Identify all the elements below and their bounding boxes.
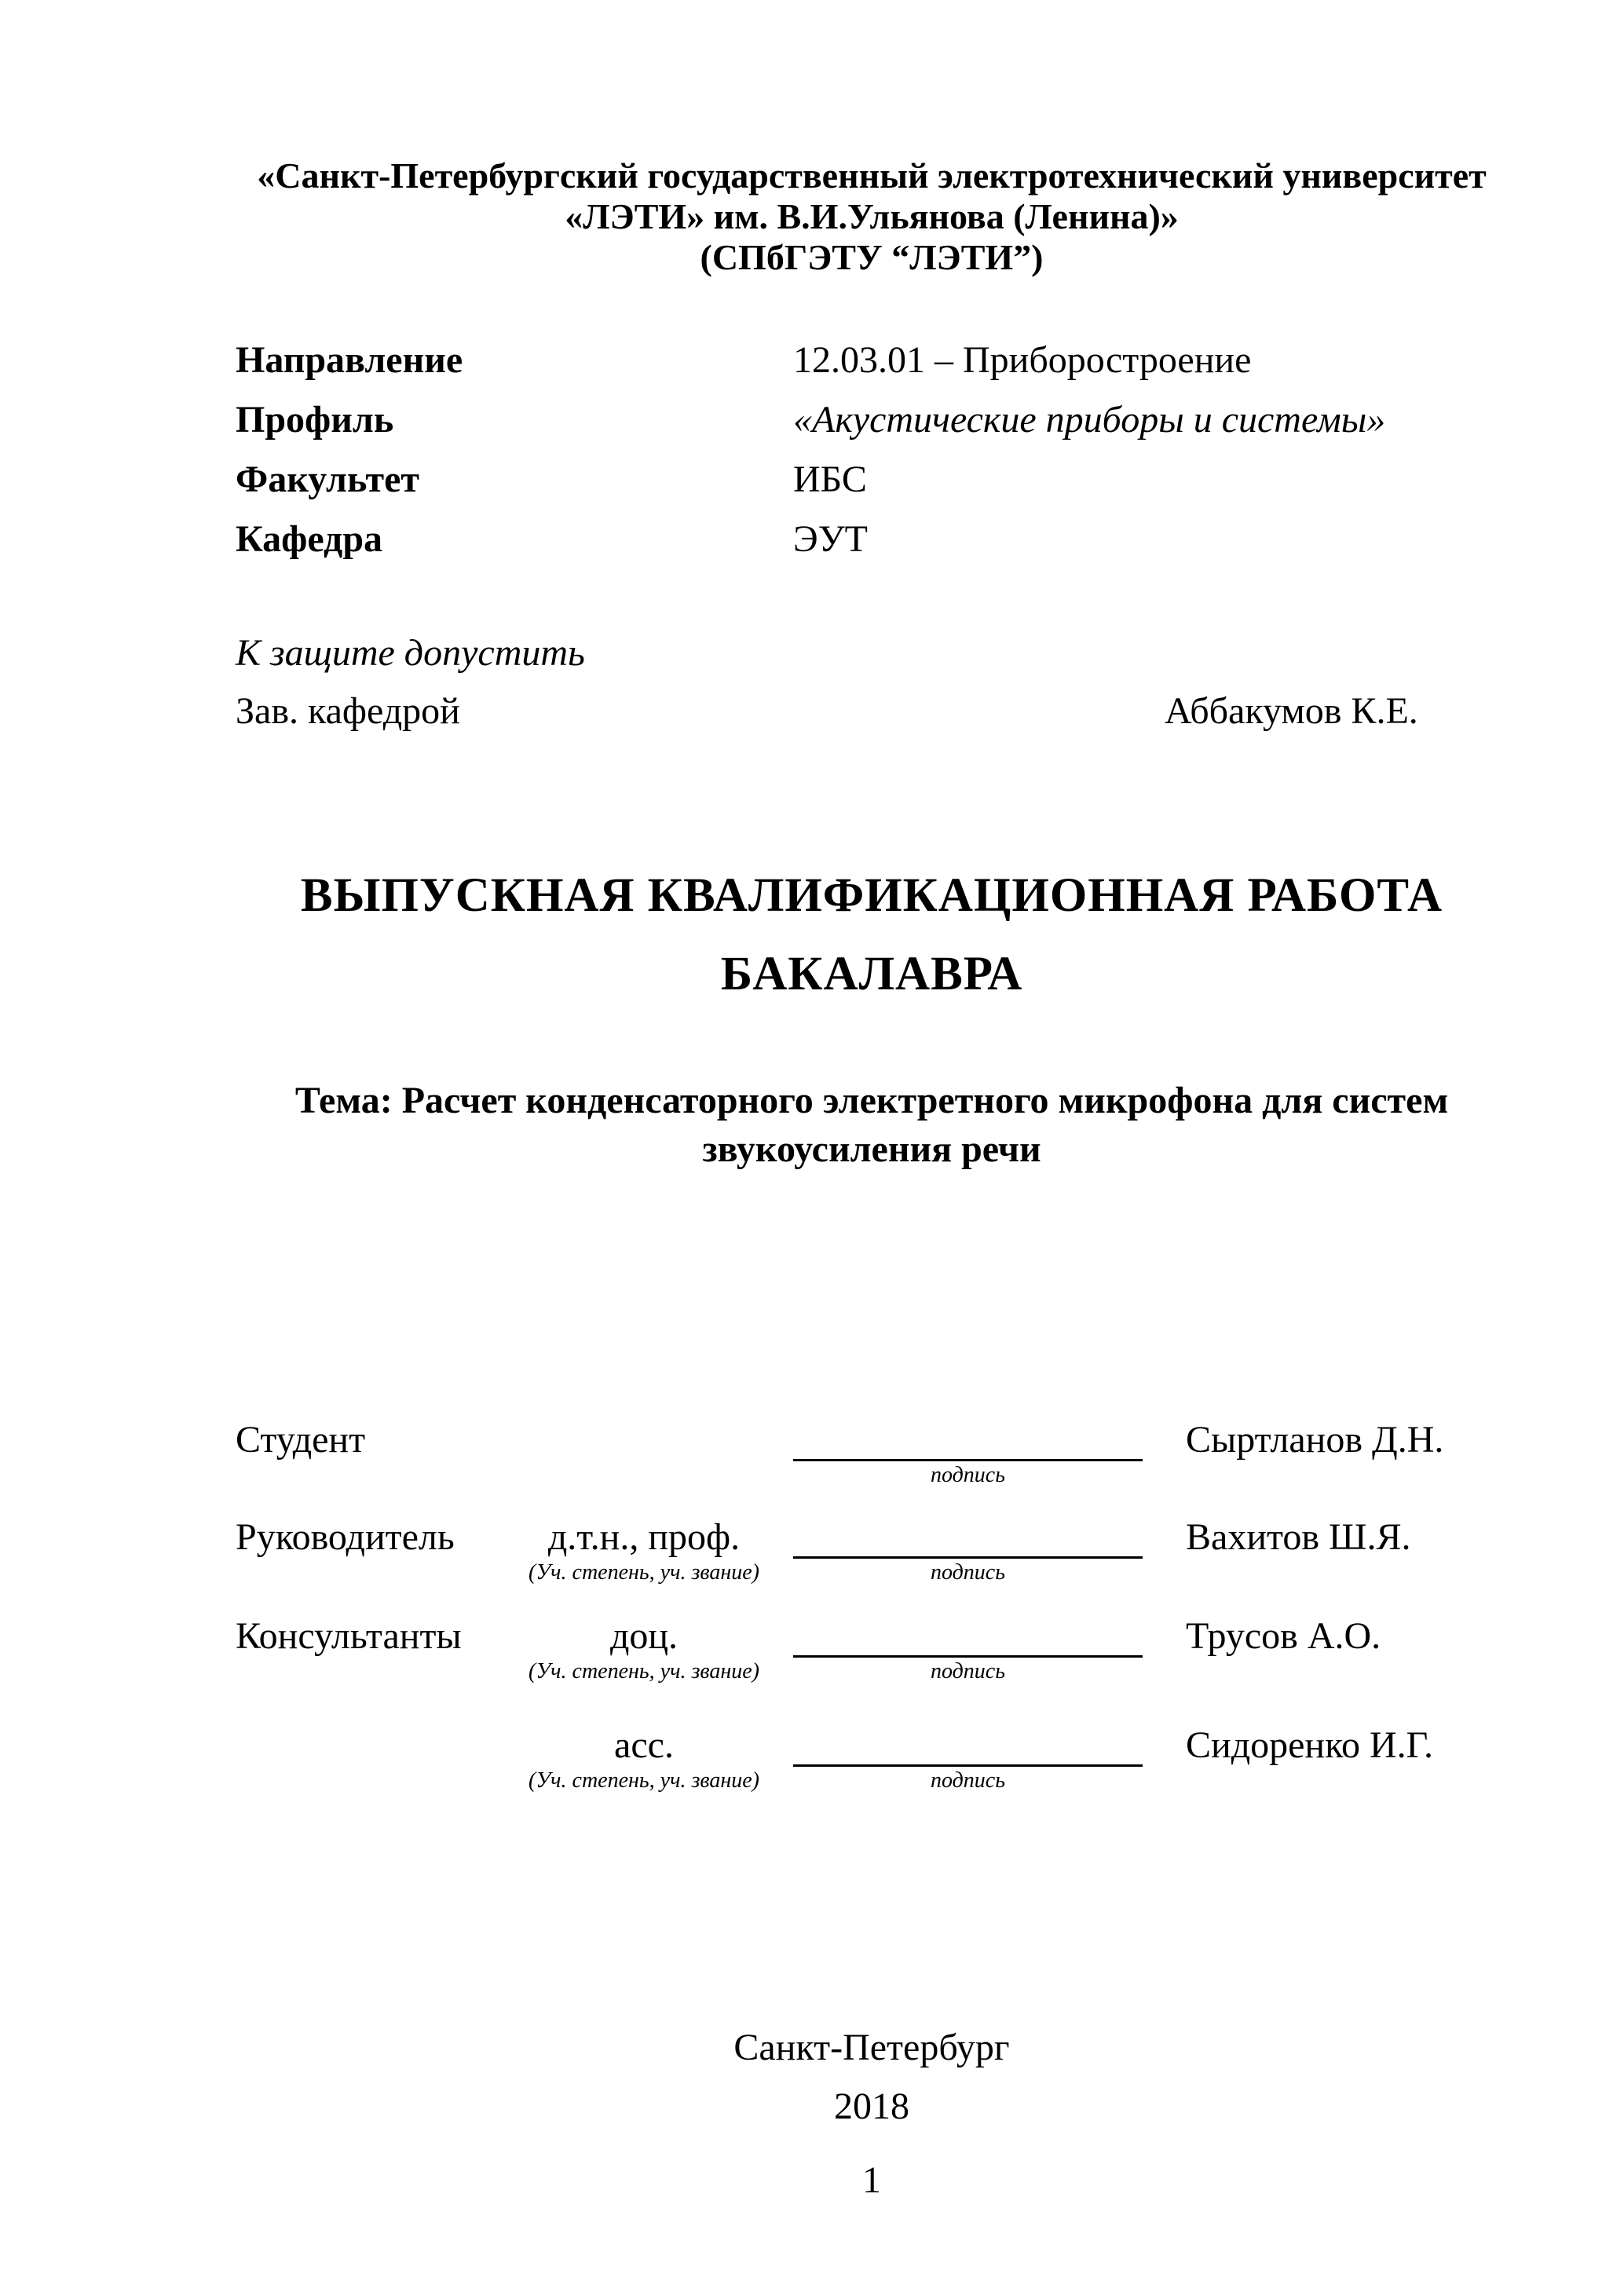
header-line-2: «ЛЭТИ» им. В.И.Ульянова (Ленина)» bbox=[565, 196, 1179, 236]
faculty-label: Факультет bbox=[236, 459, 419, 500]
degree-caption: (Уч. степень, уч. звание) bbox=[529, 1768, 759, 1793]
profile-value: «Акустические приборы и системы» bbox=[793, 399, 1386, 441]
info-row-direction bbox=[0, 339, 1624, 381]
signature-row-supervisor bbox=[0, 1516, 1624, 1597]
department-value: ЭУТ bbox=[793, 518, 868, 560]
footer-year: 2018 bbox=[834, 2086, 909, 2127]
head-of-department-label: Зав. кафедрой bbox=[236, 690, 460, 732]
topic-line-1: Тема: Расчет конденсаторного электретного микрофона для систем bbox=[294, 1080, 1449, 1121]
degree-caption: (Уч. степень, уч. звание) bbox=[529, 1560, 759, 1585]
head-of-department-name: Аббакумов К.Е. bbox=[1165, 690, 1418, 732]
signature-line bbox=[793, 1459, 1143, 1461]
signature-line bbox=[793, 1556, 1143, 1559]
signature-row-student bbox=[0, 1421, 1624, 1500]
work-title bbox=[236, 857, 1508, 1014]
work-title-line-1: ВЫПУСКНАЯ КВАЛИФИКАЦИОННАЯ РАБОТА bbox=[300, 869, 1443, 922]
direction-value: 12.03.01 – Приборостроение bbox=[793, 339, 1252, 381]
signature-caption: подпись bbox=[931, 1560, 1005, 1585]
degree-caption: (Уч. степень, уч. звание) bbox=[529, 1659, 759, 1684]
info-row-profile bbox=[0, 401, 1624, 441]
consultant-2-name: Сидоренко И.Г. bbox=[1186, 1724, 1433, 1766]
department-label: Кафедра bbox=[236, 518, 383, 560]
signature-caption: подпись bbox=[931, 1768, 1005, 1793]
info-row-department bbox=[0, 518, 1624, 560]
admission-note: К защите допустить bbox=[236, 632, 585, 674]
supervisor-role-label: Руководитель bbox=[236, 1516, 455, 1558]
signature-row-consultant-2 bbox=[0, 1724, 1624, 1805]
faculty-value: ИБС bbox=[793, 459, 867, 500]
signature-line bbox=[793, 1655, 1143, 1658]
signature-caption: подпись bbox=[931, 1659, 1005, 1684]
header-line-3: (СПбГЭТУ “ЛЭТИ”) bbox=[700, 237, 1044, 277]
university-header bbox=[236, 155, 1508, 278]
direction-label: Направление bbox=[236, 339, 463, 381]
signature-line bbox=[793, 1764, 1143, 1767]
student-role-label: Студент bbox=[236, 1419, 366, 1461]
consultant-1-degree: доц. bbox=[609, 1615, 678, 1657]
supervisor-name: Вахитов Ш.Я. bbox=[1186, 1516, 1411, 1558]
consultant-2-degree: асс. bbox=[614, 1724, 674, 1766]
profile-label: Профиль bbox=[236, 399, 394, 441]
work-title-line-2: БАКАЛАВРА bbox=[720, 948, 1023, 1000]
supervisor-degree: д.т.н., проф. bbox=[547, 1516, 741, 1558]
consultants-role-label: Консультанты bbox=[236, 1615, 462, 1657]
page-number: 1 bbox=[862, 2159, 881, 2201]
topic-line-2: звукоусиления речи bbox=[702, 1128, 1041, 1170]
signature-caption: подпись bbox=[931, 1463, 1005, 1487]
header-line-1: «Санкт-Петербургский государственный электротехнический университет bbox=[257, 155, 1487, 196]
footer-city: Санкт-Петербург bbox=[733, 2027, 1010, 2068]
student-name: Сыртланов Д.Н. bbox=[1186, 1419, 1444, 1461]
signature-row-consultant-1 bbox=[0, 1615, 1624, 1696]
topic bbox=[236, 1077, 1508, 1174]
consultant-1-name: Трусов А.О. bbox=[1186, 1615, 1381, 1657]
info-row-faculty bbox=[0, 461, 1624, 500]
